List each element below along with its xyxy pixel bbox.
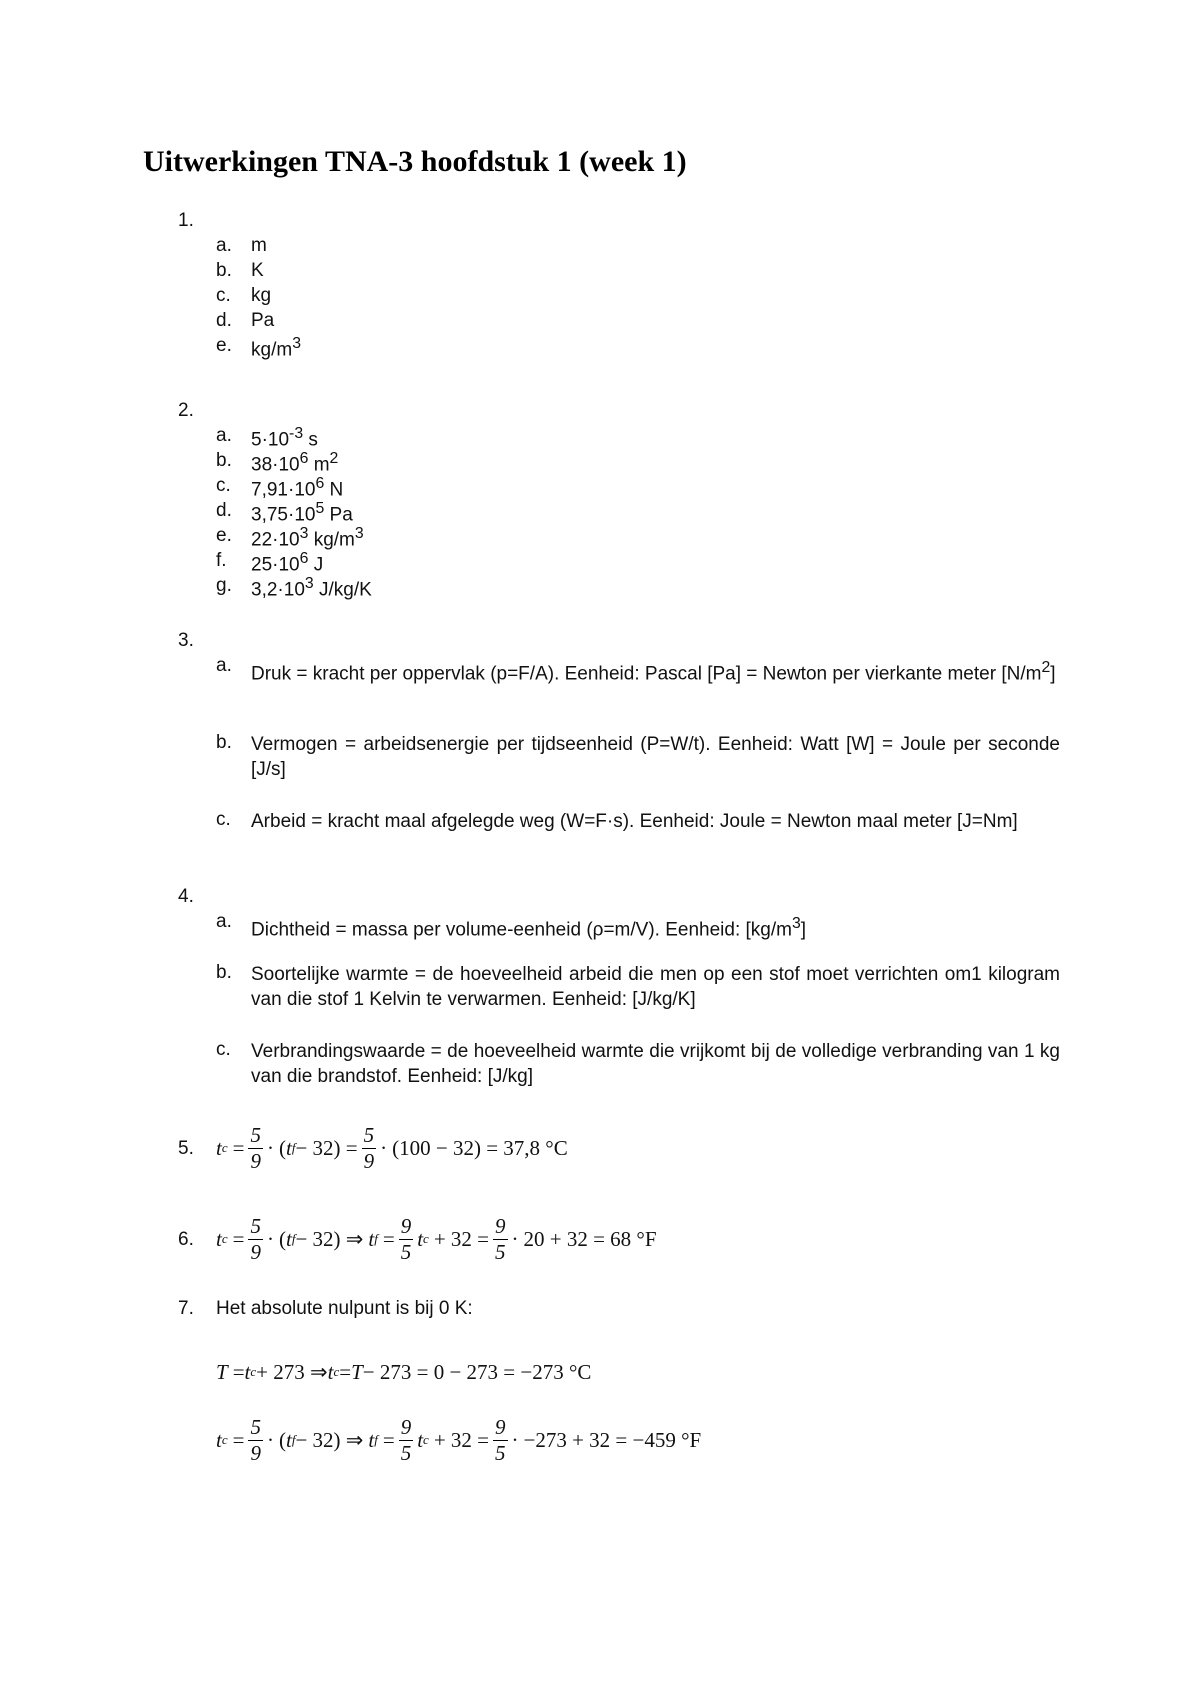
q6-frac-2: $\frac{9}{5}$ xyxy=(400,1213,412,1264)
q2-item-value: $7,91\cdot 10^6$ N xyxy=(251,475,344,501)
q1-item-b-text: K xyxy=(251,260,264,281)
q4-c-text: Verbrandingswaarde = de hoeveelheid warmte die vrijkomt bij de volledige verbranding van 1 kg van die brandstof. Eenheid: [J/kg] xyxy=(251,1041,1060,1087)
q2-item-value: $25\cdot 10^6$ J xyxy=(251,550,324,576)
question-2-number: 2. xyxy=(178,400,194,421)
q7-result-1: − 273 = 0 − 273 = −273 °C xyxy=(362,1359,592,1384)
q6-frac-1: $\frac{5}{9}$ xyxy=(250,1213,261,1264)
q2-item-value: $38\cdot 10^6$ $m^2$ xyxy=(251,450,339,476)
q5-frac-1: $\frac{5}{9}$ xyxy=(250,1122,261,1173)
q3-a-body: Druk = kracht per oppervlak (p=F/A). Eenheid: Pascal [Pa] = Newton per vierkante meter [N/m xyxy=(251,663,1042,685)
q7-frac-2: $\frac{9}{5}$ xyxy=(400,1414,412,1465)
q5-part2: − 32) = xyxy=(295,1135,358,1160)
q3-c-text: Arbeid = kracht maal afgelegde weg (W=F·s). Eenheid: Joule = Newton maal meter [J=Nm] xyxy=(251,811,1018,832)
q4-b-text: Soortelijke warmte = de hoeveelheid arbeid die men op een stof moet verrichten om1 kilogram van die stof 1 Kelvin te verwarmen. Eenheid: [J/kg/K] xyxy=(251,964,1060,1010)
q3-a-sup: 2 xyxy=(1041,659,1051,676)
page-title: Uitwerkingen TNA-3 hoofdstuk 1 (week 1) xyxy=(143,145,687,178)
q2-item-letter: b. xyxy=(216,450,232,471)
q2-item-value: $3,75\cdot 10^5$ Pa xyxy=(251,500,353,526)
q4-a-text xyxy=(251,911,1060,942)
q1-e-sup: 3 xyxy=(292,335,301,352)
q4-a-end: ] xyxy=(800,919,807,941)
q3-a-end: ] xyxy=(1050,663,1056,685)
q4-a-sup: 3 xyxy=(791,915,801,932)
q3-b-text: Vermogen = arbeidsenergie per tijdseenheid (P=W/t). Eenheid: Watt [W] = Joule per seconde [J/s] xyxy=(251,734,1060,780)
q7-equation-1: T = t c + 273 ⇒ t c = T − 273 = 0 − 273 = −273 °C xyxy=(216,1359,592,1384)
q5-dot-2: · xyxy=(380,1135,388,1160)
q5-t: t xyxy=(216,1135,222,1160)
q2-item-value: $5\cdot 10^{-3}$ s xyxy=(251,425,318,451)
q2-item-value: $22\cdot 10^3$ $kg/m^3$ xyxy=(251,525,364,551)
q6-part-b: − 32) ⇒ xyxy=(295,1226,364,1251)
q6-part-c: + 32 = xyxy=(433,1226,489,1251)
q5-dot-1: · xyxy=(266,1135,274,1160)
q1-item-b-letter: b. xyxy=(216,260,232,281)
q2-item-letter: g. xyxy=(216,575,232,596)
q7-result-2: −273 + 32 = −459 °F xyxy=(523,1427,702,1452)
q1-item-c-text: kg xyxy=(251,285,272,306)
q2-item-letter: f. xyxy=(216,550,227,571)
q7-text: Het absolute nulpunt is bij 0 K: xyxy=(216,1298,473,1319)
q4-a-body: Dichtheid = massa per volume-eenheid (ρ=m/V). Eenheid: [kg/m xyxy=(251,919,792,941)
q5-paren: ( xyxy=(278,1135,286,1160)
q2-item-letter: a. xyxy=(216,425,232,446)
q2-item-letter: d. xyxy=(216,500,232,521)
q1-item-d-text: Pa xyxy=(251,310,275,331)
q3-c-letter: c. xyxy=(216,809,231,830)
q5-frac-2: $\frac{5}{9}$ xyxy=(363,1122,375,1173)
q2-item-letter: c. xyxy=(216,475,231,496)
q1-item-a-text: m xyxy=(251,235,267,256)
q5-equation: t c = $\frac{5}{9}$ · ( t f − 32) = $\frac{5}{9}$ · (100 − 32) = 37,8 °C xyxy=(216,1122,568,1173)
question-4-number: 4. xyxy=(178,886,194,907)
q7-frac-1: $\frac{5}{9}$ xyxy=(250,1414,261,1465)
q1-item-a-letter: a. xyxy=(216,235,232,256)
q1-item-e-text xyxy=(251,335,301,361)
q4-b-letter: b. xyxy=(216,962,232,983)
q1-item-d-letter: d. xyxy=(216,310,232,331)
question-6-number: 6. xyxy=(178,1229,194,1250)
q5-sub-c: c xyxy=(221,1140,228,1155)
q3-b-letter: b. xyxy=(216,732,232,753)
q6-result: 20 + 32 = 68 °F xyxy=(523,1226,657,1251)
q5-result: (100 − 32) = 37,8 °C xyxy=(392,1135,568,1160)
q7-frac-3: $\frac{9}{5}$ xyxy=(495,1414,506,1465)
q6-frac-3: $\frac{9}{5}$ xyxy=(495,1213,506,1264)
q4-c-letter: c. xyxy=(216,1039,231,1060)
question-7-number: 7. xyxy=(178,1298,194,1319)
question-3-number: 3. xyxy=(178,630,194,651)
q3-a-text xyxy=(251,655,1060,686)
q2-item-value: $3,2\cdot 10^3$ J/kg/K xyxy=(251,575,372,601)
q1-item-e-letter: e. xyxy=(216,335,232,356)
question-1-number: 1. xyxy=(178,210,194,231)
q5-eq: = xyxy=(232,1135,245,1160)
q4-a-letter: a. xyxy=(216,911,232,932)
q6-equation: t c = $\frac{5}{9}$ · ( t f − 32) ⇒ t f = $\frac{9}{5}$ t c + 32 = $\frac{9}{5}$ · 20 + 32 = 68 °F xyxy=(216,1213,657,1264)
q3-a-letter: a. xyxy=(216,655,232,676)
question-5-number: 5. xyxy=(178,1138,194,1159)
q1-item-c-letter: c. xyxy=(216,285,231,306)
q7-equation-2: t c = $\frac{5}{9}$ · ( t f − 32) ⇒ t f = $\frac{9}{5}$ t c + 32 = $\frac{9}{5}$ · −273 + 32 = −459 °F xyxy=(216,1414,702,1465)
q2-item-letter: e. xyxy=(216,525,232,546)
q1-e-unit: kg/m xyxy=(251,339,293,361)
